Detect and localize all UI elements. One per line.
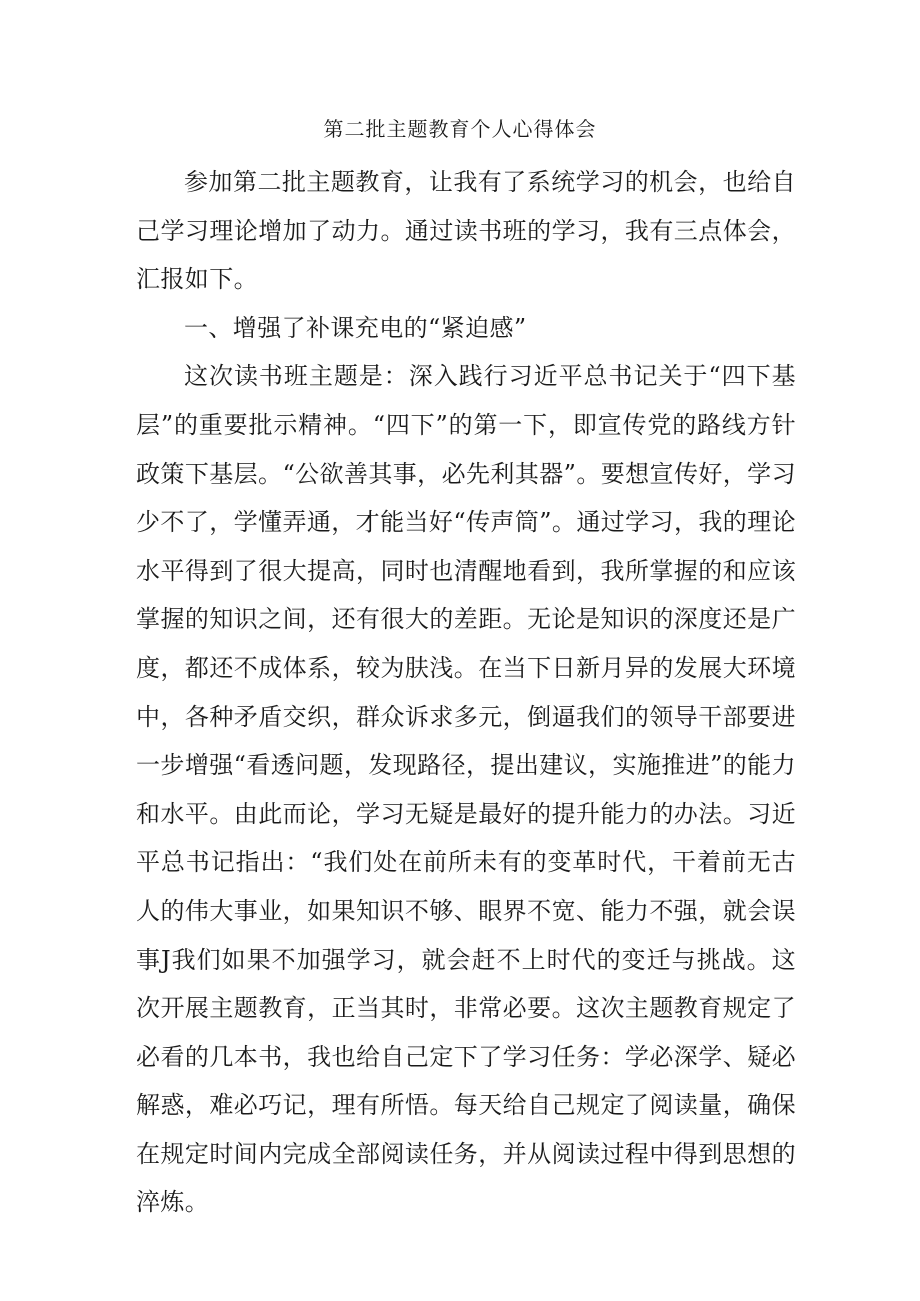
document-body: [136, 158, 796, 1227]
section-heading: 一、增强了补课充电的“紧迫感”: [184, 313, 527, 342]
intro-paragraph: 参加第二批主题教育，让我有了系统学习的机会，也给自己学习理论增加了动力。通过读书班的学习，我有三点体会，汇报如下。: [136, 168, 796, 294]
document-title: 第二批主题教育个人心得体会: [323, 117, 597, 141]
section-paragraph: 这次读书班主题是：深入践行习近平总书记关于“四下基层”的重要批示精神。“四下”的第一下，即宣传党的路线方针政策下基层。“公欲善其事，必先利其器”。要想宣传好，学习少不了，学懂弄通，才能当好“传声筒”。通过学习，我的理论水平得到了很大提高，同时也清醒地看到，我所掌握的和应该掌握的知识之间，还有很大的差距。无论是知识的深度还是广度，都还不成体系，较为肤浅。在当下日新月异的发展大环境中，各种矛盾交织，群众诉求多元，倒逼我们的领导干部要进一步增强“看透问题，发现路径，提出建议，实施推进”的能力和水平。由此而论，学习无疑是最好的提升能力的办法。习近平总书记指出：“我们处在前所未有的变革时代，干着前无古人的伟大事业，如果知识不够、眼界不宽、能力不强，就会误事J我们如果不加强学习，就会赶不上时代的变迁与挑战。这次开展主题教育，正当其时，非常必要。这次主题教育规定了必看的几本书，我也给自己定下了学习任务：学必深学、疑必解惑，难必巧记，理有所悟。每天给自己规定了阅读量，确保在规定时间内完成全部阅读任务，并从阅读过程中得到思想的淬炼。: [136, 362, 796, 1217]
